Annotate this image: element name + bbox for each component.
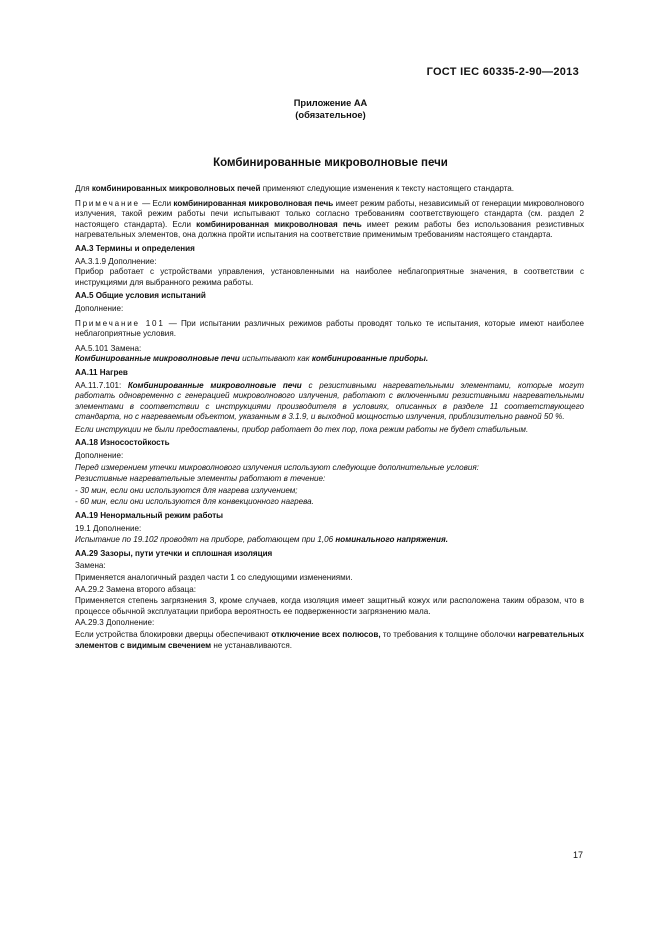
aa29-line-4: Применяется степень загрязнения 3, кроме случаев, когда изоляция имеет защитный кожух или расположена таким образом, что в процессе обычной эксплуатации прибора вероятность ее подверженности загрязнению мала.	[75, 596, 584, 616]
intro-text-c: применяют следующие изменения к тексту настоящего стандарта.	[260, 184, 515, 193]
section-aa11-text-2: Если инструкции не были предоставлены, прибор работает до тех пор, пока режим работы не будет стабильным.	[75, 424, 529, 434]
aa29-text-a: Если устройства блокировки дверцы обеспечивают	[75, 629, 272, 639]
intro-term: комбинированных микроволновых печей	[91, 184, 261, 193]
aa11-number: АА.11.7.101:	[75, 380, 128, 390]
aa29-line-5: АА.29.3 Дополнение:	[75, 618, 155, 628]
section-title: Комбинированные микроволновые печи	[213, 157, 448, 169]
note-1-term-1: комбинированная микроволновая печь	[173, 198, 334, 208]
section-aa5101-text	[75, 354, 584, 365]
appendix-status: (обязательное)	[295, 110, 366, 120]
note-1-label: Примечание	[75, 198, 140, 208]
note-1-text-c: имеет режим работы, независимый от генерации микроволнового излучения, такой режим работы печи испытывают только согласно требованиям соответствующего стандарта (см. раздел 2 настоящего стандарта). Если	[75, 198, 584, 229]
document-body	[75, 184, 584, 651]
page-number: 17	[572, 850, 583, 860]
aa29-line-1: Замена:	[75, 561, 106, 571]
note-101	[75, 319, 584, 340]
section-aa19-text	[75, 535, 584, 546]
aa19-text-a: Испытание по 19.102 проводят на приборе, работающем при 1,06	[75, 535, 336, 545]
aa11-text-b: с резистивными нагревательными элементами, которые могут работать одновременно с генерацией микроволнового излучения, работают с включенными резистивными нагревательными элементами в соответствии с инструкциями производителя в условиях, описанных в разделе 11 соответствующего стандарта, но с нагреваемым объектом, указанным в 3.1.9, и выходной мощностью излучения, приблизительно равной 50 %.	[75, 380, 584, 422]
appendix-block	[0, 97, 661, 121]
aa18-line-1: Перед измерением утечки микроволнового излучения используют следующие дополнительные условия:	[75, 462, 479, 472]
note-101-text: — При испытании различных режимов работы проводят только те испытания, которые имеют наиболее неблагоприятные условия.	[75, 318, 584, 339]
note-1-text-a: — Если	[139, 198, 174, 208]
aa18-line-4: - 60 мин, если они используются для конвекционного нагрева.	[75, 497, 314, 507]
aa29-term-2: нагревательных элементов с видимым свечением	[75, 629, 584, 650]
section-aa11-heading: АА.11 Нагрев	[75, 367, 128, 377]
aa29-line-2: Применяется аналогичный раздел части 1 со следующими изменениями.	[75, 573, 353, 582]
intro-paragraph	[75, 184, 584, 195]
section-aa3-heading: АА.3 Термины и определения	[75, 243, 195, 253]
aa29-last-paragraph	[75, 630, 584, 651]
section-aa5-sub: Дополнение:	[75, 303, 124, 313]
note-101-label: Примечание 101	[75, 318, 165, 328]
section-aa19-sub: 19.1 Дополнение:	[75, 523, 142, 533]
aa5101-term-1: Комбинированные микроволновые печи	[75, 354, 240, 364]
section-aa3-text: Прибор работает с устройствами управления, установленными на наиболее неблагоприятные значения, в соответствии с инструкциями для выбранного режима работы.	[75, 267, 584, 287]
aa19-term: номинального напряжения.	[335, 535, 449, 545]
aa18-line-3: - 30 мин, если они используются для нагрева излучением;	[75, 485, 298, 495]
aa11-term: Комбинированные микроволновые печи	[127, 380, 302, 390]
appendix-title: Приложение АА	[293, 98, 368, 108]
section-aa18-heading: АА.18 Износостойкость	[75, 438, 170, 448]
aa5101-term-2: комбинированные приборы.	[311, 354, 429, 364]
section-aa5-heading: АА.5 Общие условия испытаний	[75, 291, 206, 301]
section-aa29-heading: АА.29 Зазоры, пути утечки и сплошная изоляция	[75, 548, 273, 558]
section-aa19-heading: АА.19 Ненормальный режим работы	[75, 511, 224, 521]
aa29-text-e: не устанавливаются.	[211, 640, 292, 650]
aa18-line-2: Резистивные нагревательные элементы работают в течение:	[75, 474, 326, 484]
section-aa5101-sub: АА.5.101 Замена:	[75, 343, 142, 353]
document-code: ГОСТ IEC 60335-2-90—2013	[426, 66, 579, 78]
section-aa3-sub: АА.3.1.9 Дополнение:	[75, 256, 157, 266]
aa29-term-1: отключение всех полюсов,	[271, 629, 381, 639]
note-1-term-2: комбинированная микроволновая печь	[196, 219, 362, 229]
intro-text-a: Для	[75, 184, 92, 193]
aa5101-text-b: испытывают как	[239, 354, 312, 364]
section-aa11-text	[75, 381, 584, 423]
section-aa18-sub: Дополнение:	[75, 451, 124, 461]
aa29-text-c: то требования к толщине оболочки	[380, 629, 518, 639]
note-1-text-e: имеет режим работы без использования резистивных нагревательных элементов, она должна пройти испытания на соответствие применимым требованиям настоящего стандарта.	[75, 219, 584, 240]
note-1	[75, 199, 584, 241]
aa29-line-3: АА.29.2 Замена второго абзаца:	[75, 584, 197, 594]
